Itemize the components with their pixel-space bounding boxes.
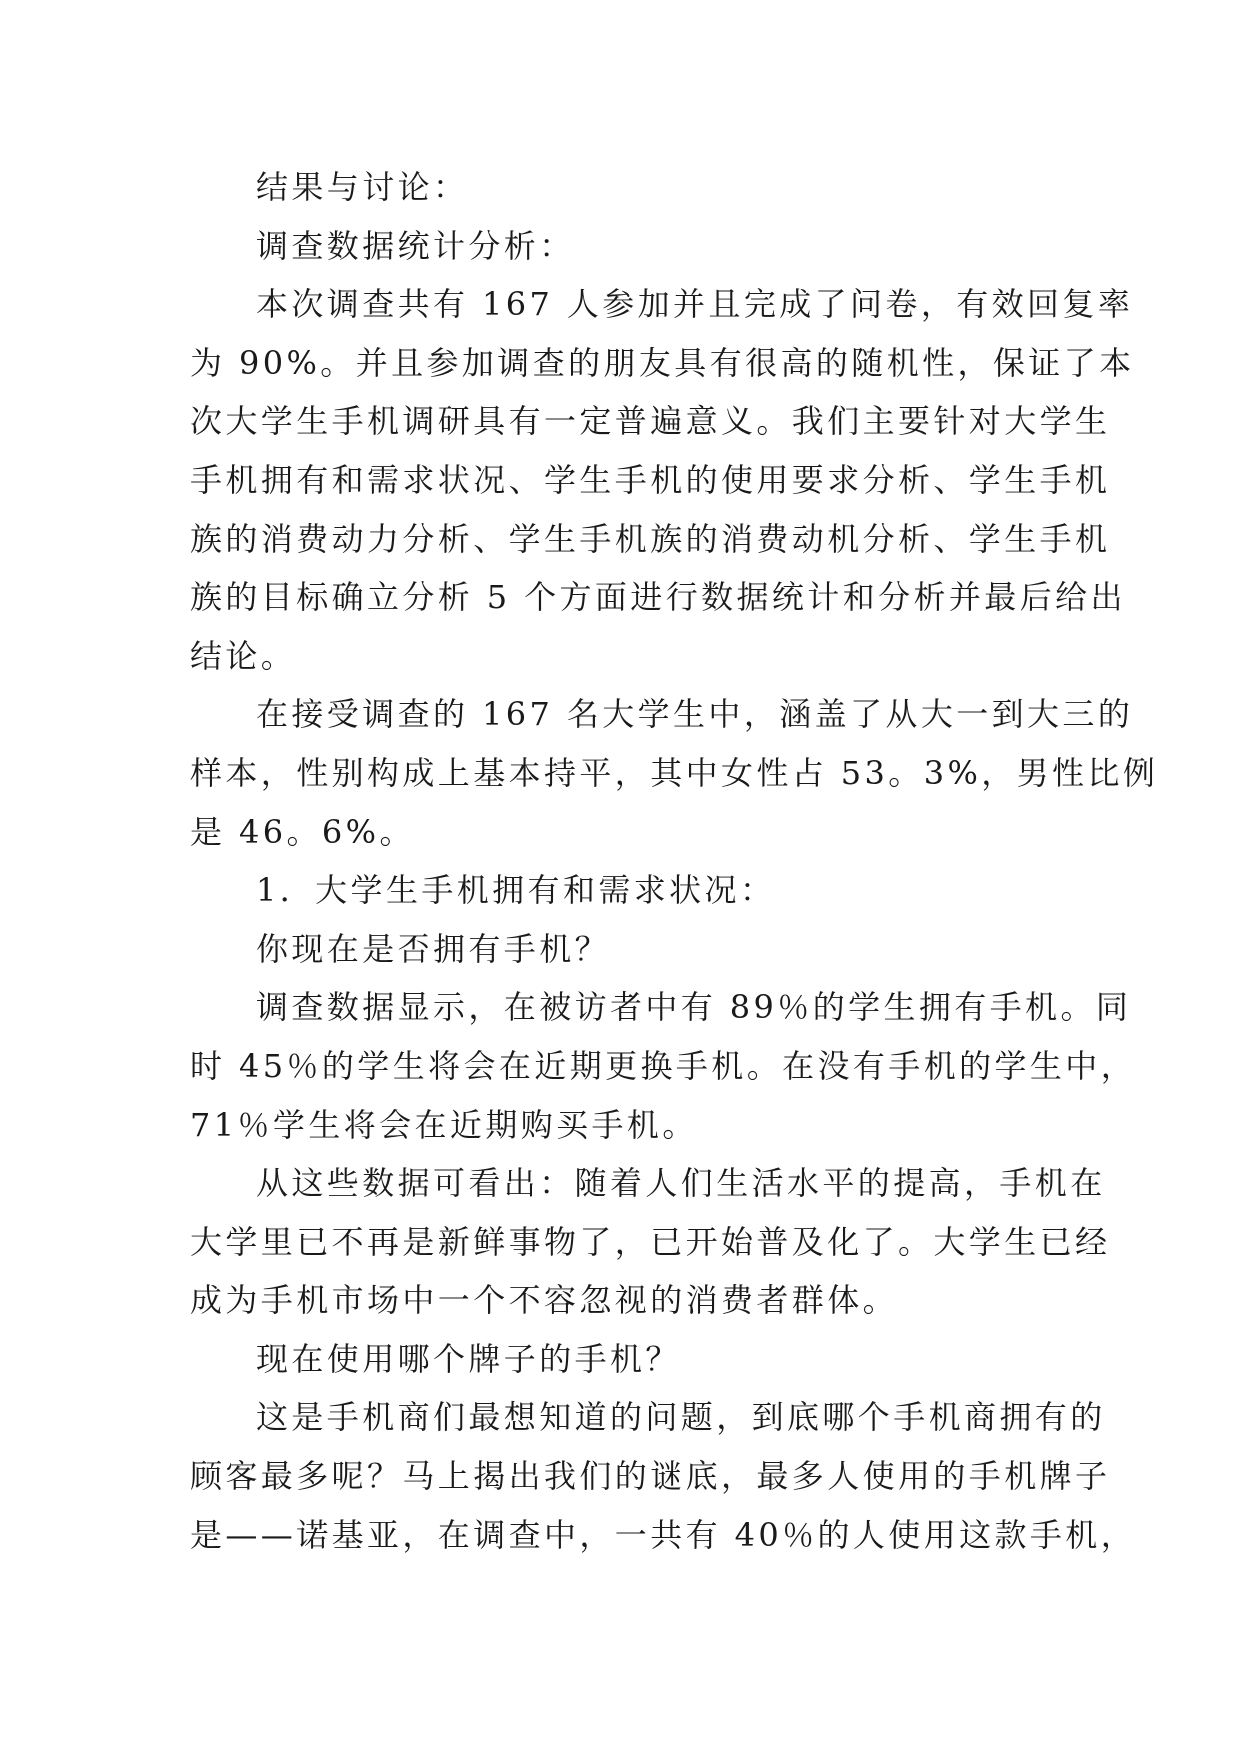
paragraph-line: 调查数据显示，在被访者中有 89％的学生拥有手机。同 — [256, 988, 1132, 1027]
paragraph-line: 这是手机商们最想知道的问题，到底哪个手机商拥有的 — [256, 1398, 1106, 1437]
paragraph-line: 是——诺基亚，在调查中，一共有 40％的人使用这款手机， — [190, 1515, 1137, 1554]
paragraph-line: 本次调查共有 167 人参加并且完成了问卷，有效回复率 — [256, 285, 1134, 324]
paragraph-line: 为 90%。并且参加调查的朋友具有很高的随机性，保证了本 — [190, 343, 1135, 382]
paragraph-line: 大学里已不再是新鲜事物了，已开始普及化了。大学生已经 — [190, 1222, 1111, 1261]
paragraph-line: 结论。 — [190, 636, 297, 675]
question-heading: 你现在是否拥有手机？ — [256, 929, 611, 968]
question-heading: 现在使用哪个牌子的手机？ — [256, 1339, 681, 1378]
paragraph-line: 时 45％的学生将会在近期更换手机。在没有手机的学生中， — [190, 1046, 1137, 1085]
section-heading: 1．大学生手机拥有和需求状况： — [256, 871, 776, 910]
paragraph-line: 手机拥有和需求状况、学生手机的使用要求分析、学生手机 — [190, 460, 1111, 499]
paragraph-line: 71％学生将会在近期购买手机。 — [190, 1105, 698, 1144]
paragraph-line: 样本，性别构成上基本持平，其中女性占 53。3%，男性比例 — [190, 753, 1159, 792]
paragraph-line: 顾客最多呢？马上揭出我们的谜底，最多人使用的手机牌子 — [190, 1457, 1111, 1496]
heading-data-analysis: 调查数据统计分析： — [256, 226, 575, 265]
paragraph-line: 成为手机市场中一个不容忽视的消费者群体。 — [190, 1281, 899, 1320]
paragraph-line: 从这些数据可看出：随着人们生活水平的提高，手机在 — [256, 1164, 1106, 1203]
paragraph-line: 族的目标确立分析 5 个方面进行数据统计和分析并最后给出 — [190, 578, 1126, 617]
paragraph-line: 族的消费动力分析、学生手机族的消费动机分析、学生手机 — [190, 519, 1111, 558]
paragraph-line: 次大学生手机调研具有一定普遍意义。我们主要针对大学生 — [190, 402, 1111, 441]
paragraph-line: 是 46。6%。 — [190, 812, 415, 851]
document-body — [190, 158, 1159, 1564]
paragraph-line: 在接受调查的 167 名大学生中，涵盖了从大一到大三的 — [256, 695, 1134, 734]
heading-results-discussion: 结果与讨论： — [256, 168, 469, 206]
